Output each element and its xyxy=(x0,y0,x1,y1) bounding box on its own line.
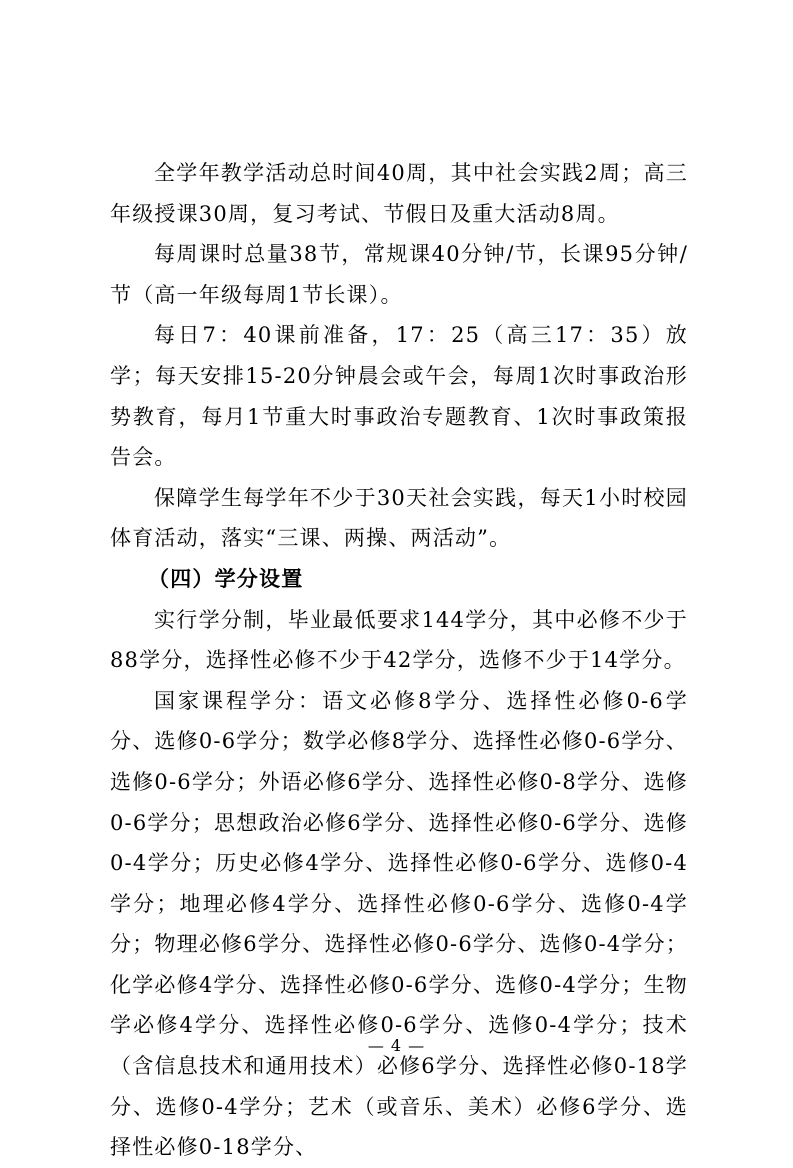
paragraph-teaching-weeks: 全学年教学活动总时间40周，其中社会实践2周；高三年级授课30周，复习考试、节假日及重大活动8周。 xyxy=(110,161,688,226)
body-text xyxy=(110,153,688,1168)
paragraph-credit-system: 实行学分制，毕业最低要求144学分，其中必修不少于88学分，选择性必修不少于42学分，选修不少于14学分。 xyxy=(110,607,688,673)
paragraph-weekly-hours: 每周课时总量38节，常规课40分钟/节，长课95分钟/节（高一年级每周1节长课）。 xyxy=(110,242,688,307)
page-number: — 4 — xyxy=(367,1036,426,1055)
section-heading-credits: （四）学分设置 xyxy=(148,565,304,591)
paragraph-national-course-credits: 国家课程学分：语文必修8学分、选择性必修0-6学分、选修0-6学分；数学必修8学分、选择性必修0-6学分、选修0-6学分；外语必修6学分、选择性必修0-8学分、选修0-6学分；思想政治必修6学分、选择性必修0-6学分、选修0-4学分；历史必修4学分、选择性必修0-6学分、选修0-4学分；地理必修4学分、选择性必修0-6学分、选修0-4学分；物理必修6学分、选择性必修0-6学分、选修0-4学分；化学必修4学分、选择性必修0-6学分、选修0-4学分；生物学必修4学分、选择性必修0-6学分、选修0-4学分；技术（含信息技术和通用技术）必修6学分、选择性必修0-18学分、选修0-4学分；艺术（或音乐、美术）必修6学分、选择性必修0-18学分、 xyxy=(110,688,688,1160)
paragraph-daily-schedule: 每日7：40课前准备，17：25（高三17：35）放学；每天安排15-20分钟晨会或午会，每周1次时事政治形势教育，每月1节重大时事政治专题教育、1次时事政策报告会。 xyxy=(110,323,688,470)
paragraph-social-practice: 保障学生每学年不少于30天社会实践，每天1小时校园体育活动，落实“三课、两操、两活动”。 xyxy=(110,485,688,551)
